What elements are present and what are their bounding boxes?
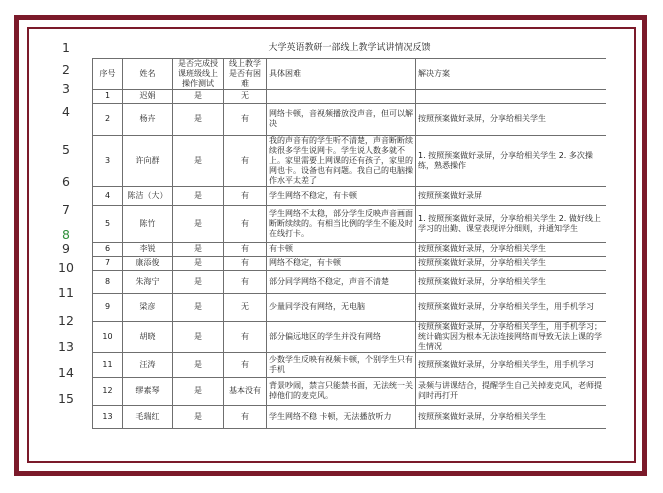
header-row: [93, 58, 607, 89]
cell-name: 李锐: [123, 242, 173, 256]
cell-detail: 网络不稳定，有卡顿: [267, 256, 416, 270]
row-number: 8: [62, 227, 70, 242]
table-row: [93, 89, 607, 103]
cell-completed: 是: [173, 377, 224, 405]
cell-name: 梁彦: [123, 293, 173, 321]
cell-detail: 部分同学网络不稳定，声音不清楚: [267, 270, 416, 293]
cell-completed: 是: [173, 405, 224, 428]
cell-index: 5: [93, 205, 123, 242]
cell-completed: 是: [173, 321, 224, 352]
cell-difficulty: 有: [224, 256, 267, 270]
row-number: 11: [58, 285, 74, 300]
table-row: [93, 186, 607, 205]
title-row: [93, 38, 607, 58]
cell-solution: 按照预案做好录屏，分享给相关学生，用手机学习；统计确实因为根本无法连接网络而导致无法上课的学生情况: [416, 321, 607, 352]
cell-detail: 学生网络不太稳，部分学生反映声音画面断断续续的。有相当比例的学生不能及时在线打卡。: [267, 205, 416, 242]
cell-difficulty: 有: [224, 103, 267, 135]
row-number: 15: [58, 391, 74, 406]
cell-solution: 1. 按照预案做好录屏，分享给相关学生 2. 做好线上学习的出勤、课堂表现评分细则，并通知学生: [416, 205, 607, 242]
table-row: [93, 405, 607, 428]
table-row: [93, 352, 607, 377]
cell-index: 10: [93, 321, 123, 352]
cell-completed: 是: [173, 270, 224, 293]
cell-index: 13: [93, 405, 123, 428]
cell-index: 9: [93, 293, 123, 321]
table-row: [93, 256, 607, 270]
cell-difficulty: 有: [224, 352, 267, 377]
cell-detail: [267, 89, 416, 103]
cell-solution: 按照预案做好录屏，分享给相关学生: [416, 405, 607, 428]
cell-solution: [416, 89, 607, 103]
table-row: [93, 293, 607, 321]
row-number: 1: [62, 40, 70, 55]
row-number: 9: [62, 241, 70, 256]
cell-detail: 我的声音有的学生听不清楚，声音断断续续很多学生说网卡。学生说人数多就不上。家里需要上网课的还有孩子，家里的网也卡。设备也有问题。我自己的电脑操作水平太差了: [267, 135, 416, 186]
cell-solution: 按照预案做好录屏，分享给相关学生，用手机学习: [416, 293, 607, 321]
cell-difficulty: 有: [224, 405, 267, 428]
cell-index: 1: [93, 89, 123, 103]
header-difficulty: 线上教学是否有困难: [224, 58, 267, 89]
cell-name: 毛瑞红: [123, 405, 173, 428]
cell-solution: 按照预案做好录屏，分享给相关学生，用手机学习: [416, 352, 607, 377]
cell-solution: 1. 按照预案做好录屏，分享给相关学生 2. 多次操练，熟悉操作: [416, 135, 607, 186]
cell-name: 陈竹: [123, 205, 173, 242]
cell-detail: 少数学生反映有视频卡顿，个别学生只有手机: [267, 352, 416, 377]
cell-index: 3: [93, 135, 123, 186]
row-number: 13: [58, 339, 74, 354]
cell-name: 缪素琴: [123, 377, 173, 405]
spreadsheet: [40, 38, 606, 440]
table-row: [93, 135, 607, 186]
header-completed: 是否完成授课班级线上操作测试: [173, 58, 224, 89]
cell-name: 杨卉: [123, 103, 173, 135]
row-number: 10: [58, 260, 74, 275]
cell-index: 11: [93, 352, 123, 377]
cell-difficulty: 有: [224, 242, 267, 256]
row-number: 7: [62, 202, 70, 217]
header-index: 序号: [93, 58, 123, 89]
cell-completed: 是: [173, 186, 224, 205]
cell-index: 4: [93, 186, 123, 205]
table-title: 大学英语教研一部线上教学试讲情况反馈: [93, 38, 607, 58]
cell-name: 陈洁（大）: [123, 186, 173, 205]
table-row: [93, 270, 607, 293]
cell-detail: 部分偏远地区的学生并没有网络: [267, 321, 416, 352]
cell-difficulty: 有: [224, 270, 267, 293]
cell-name: 迟娟: [123, 89, 173, 103]
cell-completed: 是: [173, 103, 224, 135]
cell-difficulty: 基本没有: [224, 377, 267, 405]
cell-name: 胡晓: [123, 321, 173, 352]
cell-difficulty: 有: [224, 186, 267, 205]
row-number: 4: [62, 104, 70, 119]
row-number: 2: [62, 62, 70, 77]
table-row: [93, 242, 607, 256]
cell-index: 12: [93, 377, 123, 405]
cell-completed: 是: [173, 293, 224, 321]
cell-name: 汪涛: [123, 352, 173, 377]
cell-completed: 是: [173, 242, 224, 256]
cell-difficulty: 有: [224, 321, 267, 352]
table-row: [93, 377, 607, 405]
cell-detail: 学生网络不稳定，有卡顿: [267, 186, 416, 205]
table-row: [93, 103, 607, 135]
cell-detail: 学生网络不稳 卡顿，无法播放听力: [267, 405, 416, 428]
cell-completed: 是: [173, 89, 224, 103]
cell-solution: 按照预案做好录屏，分享给相关学生: [416, 242, 607, 256]
cell-solution: 按照预案做好录屏，分享给相关学生: [416, 270, 607, 293]
cell-difficulty: 无: [224, 89, 267, 103]
cell-solution: 按照预案做好录屏，分享给相关学生: [416, 103, 607, 135]
cell-index: 2: [93, 103, 123, 135]
header-solution: 解决方案: [416, 58, 607, 89]
cell-completed: 是: [173, 352, 224, 377]
header-name: 姓名: [123, 58, 173, 89]
table-row: [93, 205, 607, 242]
cell-solution: 按照预案做好录屏: [416, 186, 607, 205]
table-row: [93, 321, 607, 352]
cell-name: 朱海宁: [123, 270, 173, 293]
cell-index: 6: [93, 242, 123, 256]
cell-solution: 录频与讲课结合，提醒学生自己关掉麦克风，老师提问时再打开: [416, 377, 607, 405]
cell-completed: 是: [173, 135, 224, 186]
header-detail: 具体困难: [267, 58, 416, 89]
cell-difficulty: 无: [224, 293, 267, 321]
feedback-table: [92, 38, 606, 429]
row-number: 5: [62, 142, 70, 157]
cell-index: 7: [93, 256, 123, 270]
cell-difficulty: 有: [224, 135, 267, 186]
cell-difficulty: 有: [224, 205, 267, 242]
cell-solution: 按照预案做好录屏，分享给相关学生: [416, 256, 607, 270]
cell-name: 康添俊: [123, 256, 173, 270]
cell-detail: 网络卡顿，音视频播放没声音，但可以解决: [267, 103, 416, 135]
cell-completed: 是: [173, 205, 224, 242]
cell-name: 许向群: [123, 135, 173, 186]
row-number: 14: [58, 365, 74, 380]
row-number: 6: [62, 174, 70, 189]
row-number: 3: [62, 81, 70, 96]
cell-detail: 少量同学没有网络，无电脑: [267, 293, 416, 321]
cell-index: 8: [93, 270, 123, 293]
cell-completed: 是: [173, 256, 224, 270]
cell-detail: 有卡顿: [267, 242, 416, 256]
row-number: 12: [58, 313, 74, 328]
cell-detail: 背景吵闹，禁言只能禁书面，无法统一关掉他们的麦克风。: [267, 377, 416, 405]
row-number-column: [40, 38, 92, 440]
